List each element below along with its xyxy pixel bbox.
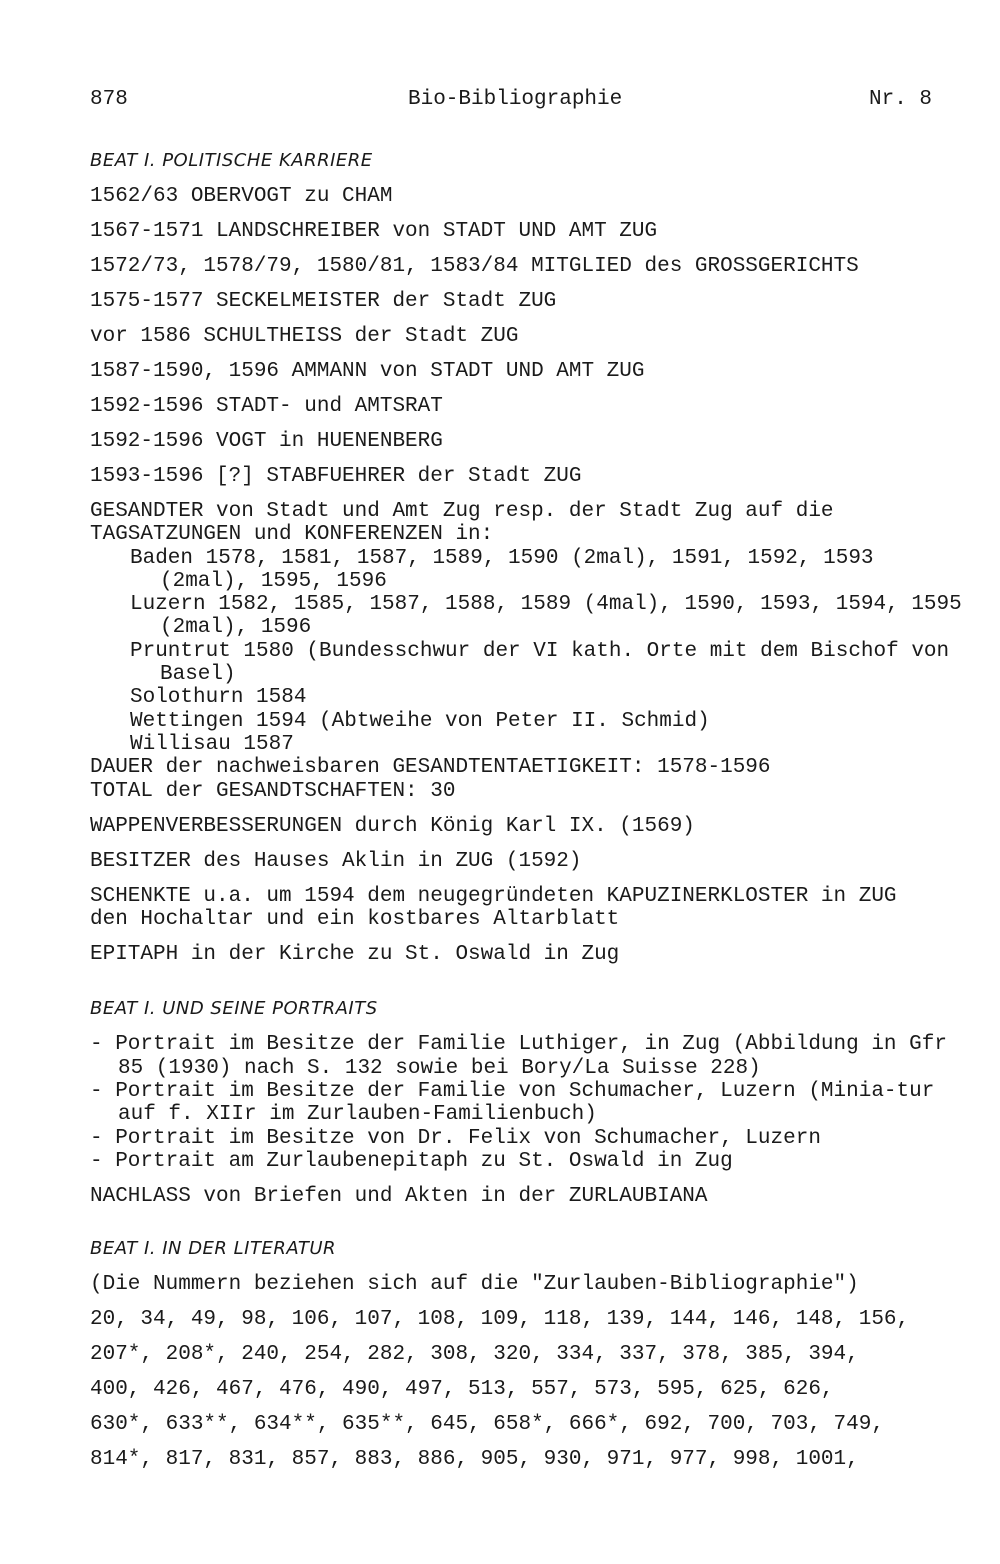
gesandter-intro: GESANDTER von Stadt und Amt Zug resp. der Stadt Zug auf die <box>90 500 834 523</box>
gesandter-dauer: DAUER der nachweisbaren GESANDTENTAETIGKEIT: 1578-1596 <box>90 756 771 780</box>
literatur-numbers: 207*, 208*, 240, 254, 282, 308, 320, 334, 337, 378, 385, 394, <box>90 1343 859 1367</box>
besitzer-line: BESITZER des Hauses Aklin in ZUG (1592) <box>90 849 582 873</box>
career-line: 1592-1596 VOGT in HUENENBERG <box>90 430 443 453</box>
schenkte-line: den Hochaltar und ein kostbares Altarblatt <box>90 908 620 932</box>
running-title: Bio-Bibliographie <box>408 88 623 111</box>
literatur-numbers: 814*, 817, 831, 857, 883, 886, 905, 930, 971, 977, 998, 1001, <box>90 1448 859 1472</box>
gesandter-place: Luzern 1582, 1585, 1587, 1588, 1589 (4mal), 1590, 1593, 1594, 1595 (2mal), 1596 <box>130 593 962 640</box>
career-line: 1562/63 OBERVOGT zu CHAM <box>90 185 393 208</box>
schenkte-block <box>90 885 970 932</box>
gesandter-place: Wettingen 1594 (Abtweihe von Peter II. Schmid) <box>130 709 710 733</box>
literatur-note: (Die Nummern beziehen sich auf die "Zurlauben-Bibliographie") <box>90 1273 859 1297</box>
nachlass-line: NACHLASS von Briefen und Akten in der ZURLAUBIANA <box>90 1185 708 1209</box>
literatur-numbers: 20, 34, 49, 98, 106, 107, 108, 109, 118, 139, 144, 146, 148, 156, <box>90 1308 910 1332</box>
literatur-numbers: 400, 426, 467, 476, 490, 497, 513, 557, 573, 595, 625, 626, <box>90 1378 834 1402</box>
career-line: 1587-1590, 1596 AMMANN von STADT UND AMT ZUG <box>90 360 645 383</box>
page-header <box>90 88 932 114</box>
portrait-item: - Portrait im Besitze der Familie von Schumacher, Luzern (Minia-tur auf f. XIIr im Zurlauben-Familienbuch) <box>90 1080 935 1127</box>
gesandter-place: Pruntrut 1580 (Bundesschwur der VI kath. Orte mit dem Bischof von Basel) <box>130 639 950 687</box>
entry-number: Nr. 8 <box>868 88 932 111</box>
career-line: 1572/73, 1578/79, 1580/81, 1583/84 MITGLIED des GROSSGERICHTS <box>90 255 859 278</box>
section-heading-literatur: BEAT I. IN DER LITERATUR <box>90 1238 337 1260</box>
gesandter-place: Willisau 1587 <box>130 732 294 756</box>
portrait-list <box>90 1033 970 1173</box>
epitaph-line: EPITAPH in der Kirche zu St. Oswald in Zug <box>90 943 620 967</box>
section-heading-portraits: BEAT I. UND SEINE PORTRAITS <box>90 998 378 1020</box>
portrait-item: - Portrait im Besitze von Dr. Felix von Schumacher, Luzern <box>90 1126 821 1150</box>
career-line: 1593-1596 [?] STABFUEHRER der Stadt ZUG <box>90 465 582 488</box>
portrait-item: - Portrait am Zurlaubenepitaph zu St. Oswald in Zug <box>90 1149 733 1173</box>
wappen-line: WAPPENVERBESSERUNGEN durch König Karl IX. (1569) <box>90 814 695 838</box>
career-line: vor 1586 SCHULTHEISS der Stadt ZUG <box>90 325 519 348</box>
gesandter-places <box>90 547 970 757</box>
gesandter-block <box>90 500 970 803</box>
gesandter-total: TOTAL der GESANDTSCHAFTEN: 30 <box>90 779 456 803</box>
section-heading-politische-karriere: BEAT I. POLITISCHE KARRIERE <box>90 150 373 171</box>
literatur-numbers: 630*, 633**, 634**, 635**, 645, 658*, 666*, 692, 700, 703, 749, <box>90 1413 884 1437</box>
portrait-item: - Portrait im Besitze der Familie Luthiger, in Zug (Abbildung in Gfr 85 (1930) nach S. 132 sowie bei Bory/La Suisse 228) <box>90 1033 947 1080</box>
page-number: 878 <box>90 88 128 111</box>
gesandter-place: Baden 1578, 1581, 1587, 1589, 1590 (2mal), 1591, 1592, 1593 (2mal), 1595, 1596 <box>130 546 874 593</box>
career-line: 1567-1571 LANDSCHREIBER von STADT UND AMT ZUG <box>90 220 658 243</box>
page-content <box>90 150 970 1483</box>
career-line: 1592-1596 STADT- und AMTSRAT <box>90 395 443 418</box>
gesandter-intro: TAGSATZUNGEN und KONFERENZEN in: <box>90 523 494 547</box>
schenkte-line: SCHENKTE u.a. um 1594 dem neugegründeten KAPUZINERKLOSTER in ZUG <box>90 884 897 908</box>
gesandter-place: Solothurn 1584 <box>130 686 307 710</box>
career-line: 1575-1577 SECKELMEISTER der Stadt ZUG <box>90 290 557 313</box>
